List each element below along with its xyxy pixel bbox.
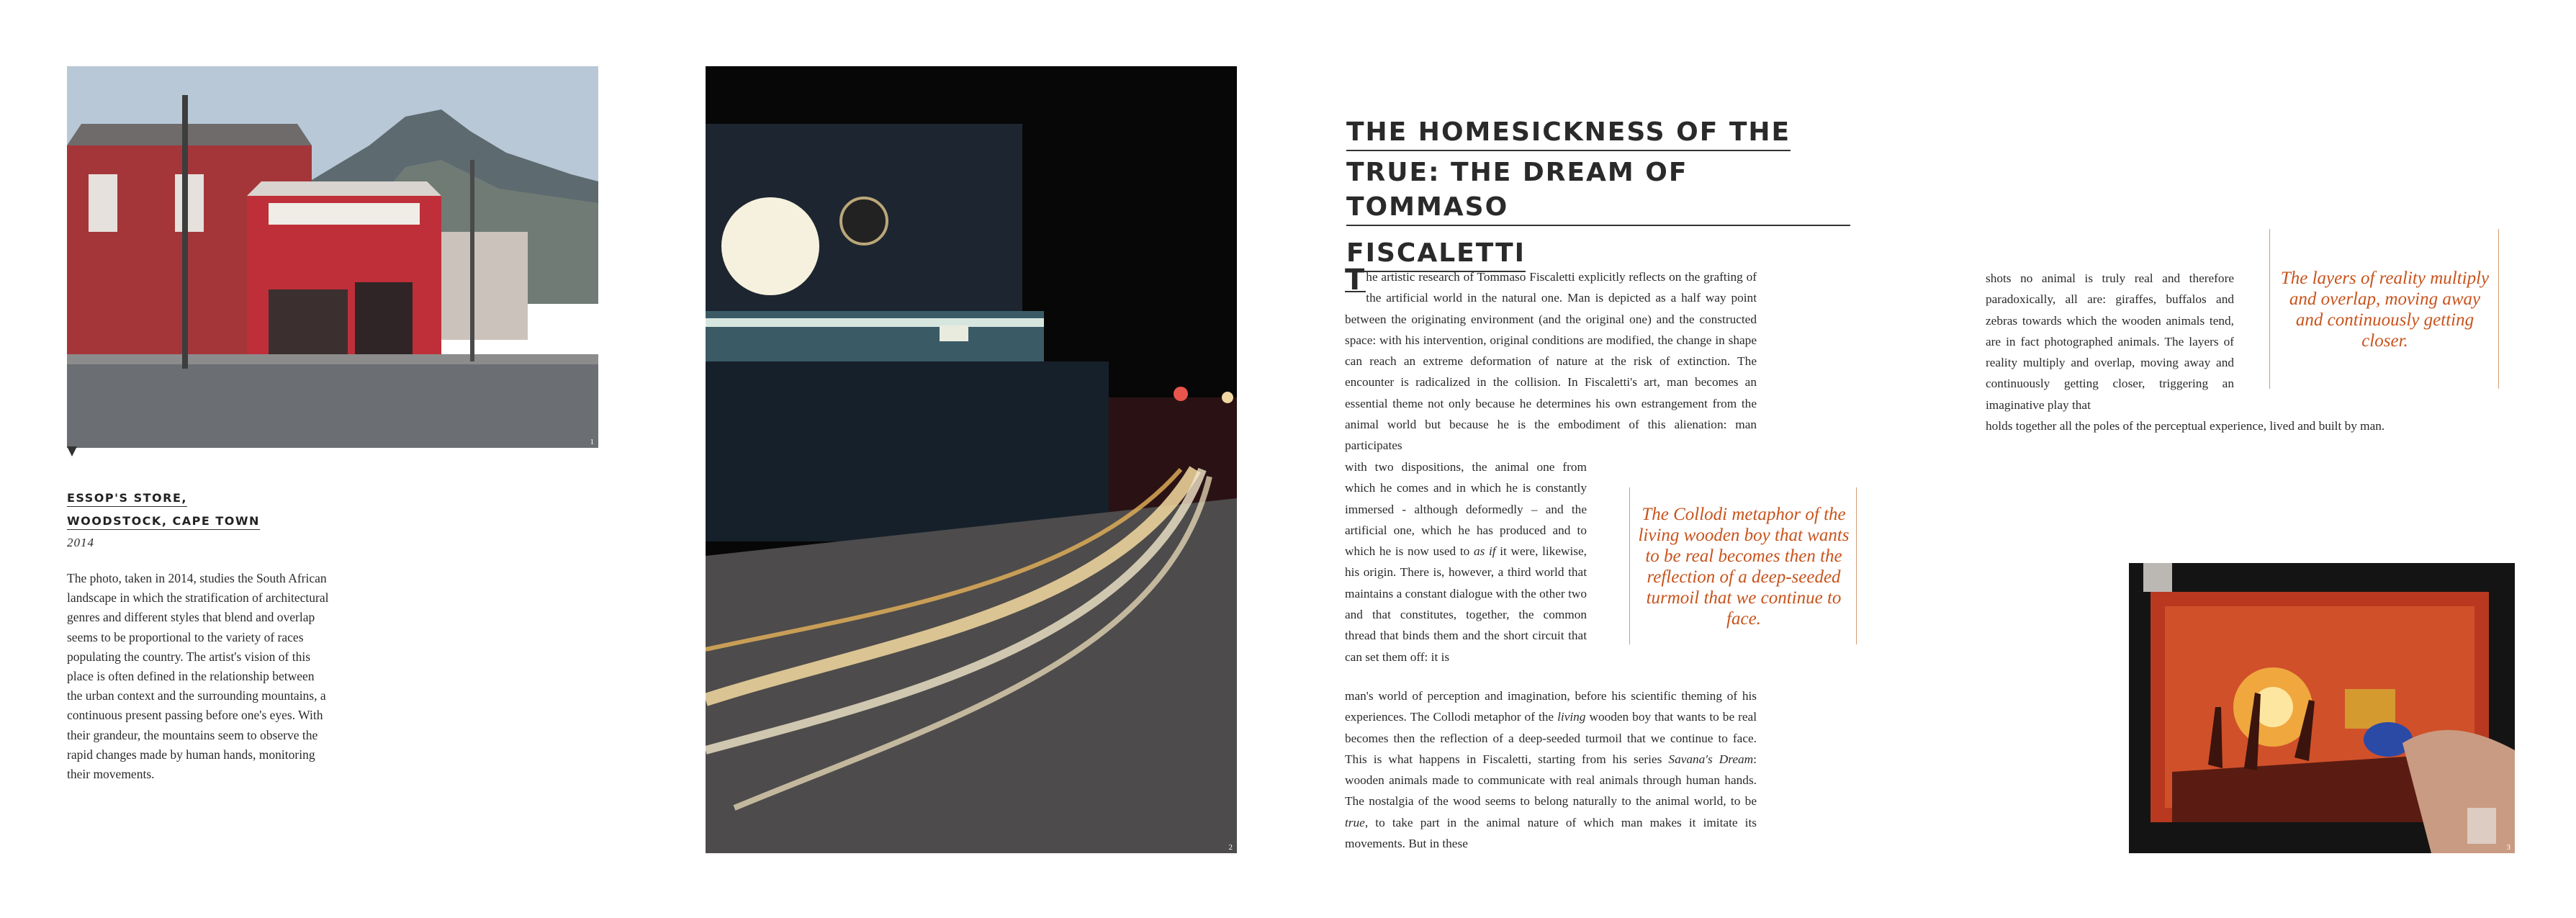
paragraph-3-emphasis-series: Savana's Dream (1668, 752, 1754, 766)
paragraph-3-text-b: wooden boy that wants to be real becomes then the reflection of a deep-seeded turmoil that we continue to face. This is what happens in Fiscaletti, starting from his series (1345, 710, 1757, 766)
caption-title-line1: ESSOP'S STORE, (67, 490, 187, 507)
photo-night-street (706, 66, 1237, 853)
column-2-text-b: holds together all the poles of the perceptual experience, lived and built by man. (1986, 419, 2385, 433)
pull-quote-layers: The layers of reality multiply and overlap, moving away and continuously getting closer. (2280, 269, 2490, 351)
paragraph-1-text: he artistic research of Tommaso Fiscaletti explicitly reflects on the grafting of the artificial world in the natural one. Man is depicted as a half way point between the originating environment (and the original one) and the constructed space: with his intervention, original conditions are modified, the change in shape can reach an extreme deformation of nature at the risk of extinction. The encounter is radicalized in the collision. In Fiscaletti's art, man becomes an essential theme not only because he determines his own estrangement from the animal world but because he is the embodiment of this alienation: man participates (1345, 270, 1757, 453)
article-title-line2: TRUE: THE DREAM OF TOMMASO (1346, 156, 1850, 226)
paragraph-2-text-b: it were, likewise, his origin. There is, however, a third world that maintains a constant dialogue with the other two and that constitutes, together, the common thread that binds them and the short circuit that can set them off: it is (1345, 544, 1587, 664)
article-paragraph-2 (1345, 456, 1587, 667)
article-title-line3: FISCALETTI (1346, 236, 1526, 272)
paragraph-3-text-d: , to take part in the animal nature of which man makes it imitate its movements. But in these (1345, 815, 1757, 851)
article-title-line1: THE HOMESICKNESS OF THE (1346, 115, 1791, 151)
column-2-text-a: shots no animal is truly real and therefore paradoxically, all are: giraffes, buffalos and zebras towards which the wooden animals tend, are in fact photographed animals. The layers of reality multiply and overlap, moving away and continuously getting closer, triggering an imaginative play that (1986, 271, 2234, 412)
caption-pointer (67, 446, 77, 456)
paragraph-3-emphasis-living: living (1557, 710, 1586, 724)
paragraph-2-emphasis: as if (1473, 544, 1496, 559)
paragraph-3-emphasis-true: true (1345, 815, 1365, 829)
photo-essops-store (67, 66, 598, 448)
paragraph-3-text-c: : wooden animals made to communicate with real animals through human hands. The nostalgia of the wood seems to belong naturally to the animal world, to be (1345, 752, 1757, 809)
article-column-2-end (1986, 415, 2403, 436)
photo-number: 3 (2506, 843, 2510, 852)
caption-title (67, 487, 260, 533)
photo-number: 2 (1228, 843, 1233, 852)
article-title (1346, 109, 1850, 276)
quote-rule-left (1629, 487, 1630, 644)
article-paragraph-1 (1345, 266, 1757, 456)
quote-rule-left (2269, 229, 2270, 389)
photo-number: 1 (590, 438, 594, 446)
paragraph-2-text-a: with two dispositions, the animal one from which he comes and in which he is constantly immersed - although deformedly – and the artificial one, which he has produced and to which he is now used to (1345, 460, 1587, 559)
caption-title-line2: WOODSTOCK, CAPE TOWN (67, 513, 260, 530)
paragraph-3-text-a: man's world of perception and imagination, before his scientific theming of his experiences. The Collodi metaphor of the (1345, 689, 1757, 724)
quote-rule-right (1856, 487, 1857, 644)
drop-cap: T (1345, 264, 1365, 297)
quote-rule-right (2498, 229, 2499, 389)
caption-body: The photo, taken in 2014, studies the South African landscape in which the stratification of architectural genres and different styles that blend and overlap seems to be proportional to the variety of races populating the country. The artist's vision of this place is often defined in the relationship between the urban context and the surrounding mountains, a continuous present passing before one's eyes. With their grandeur, the mountains seem to observe the rapid changes made by human hands, monitoring their movements. (67, 571, 329, 782)
caption-year: 2014 (67, 536, 94, 549)
photo-wooden-giraffes (2129, 563, 2515, 853)
article-paragraph-3 (1345, 685, 1757, 854)
pull-quote-collodi: The Collodi metaphor of the living wooden boy that wants to be real becomes then the reflection of a deep-seeded turmoil that we continue to face. (1638, 505, 1850, 629)
article-column-2 (1986, 268, 2234, 415)
